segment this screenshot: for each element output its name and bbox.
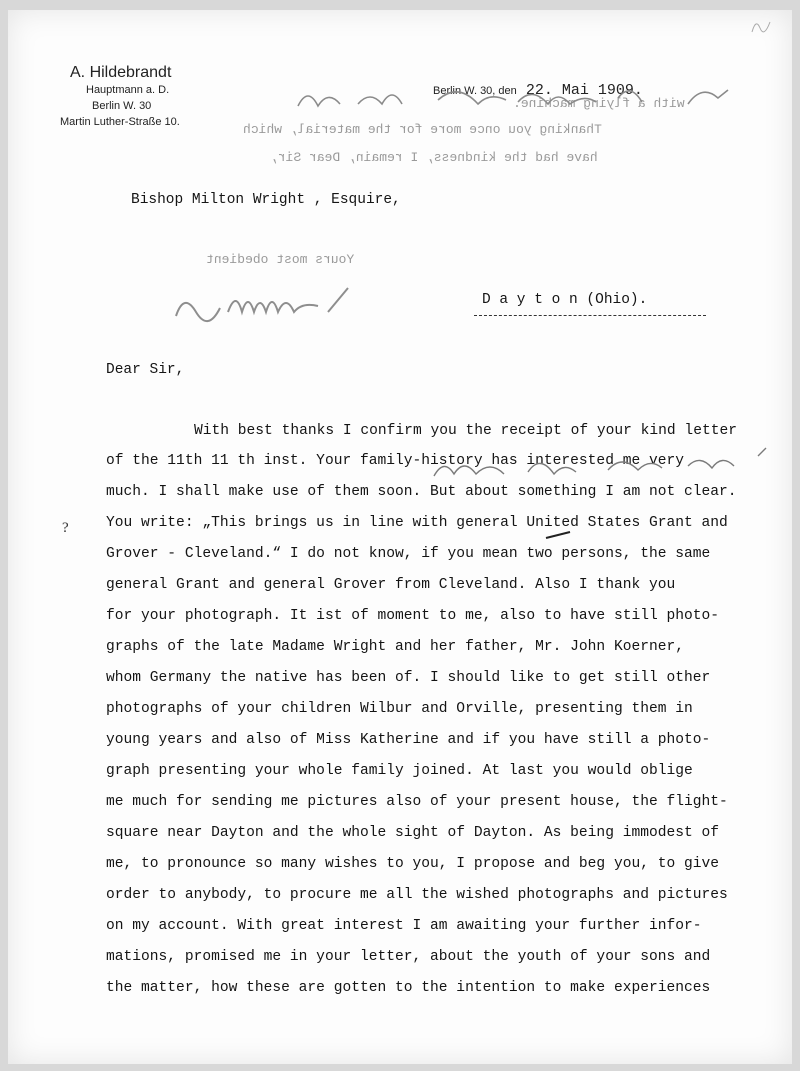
salutation: Dear Sir, <box>106 362 185 378</box>
body-line: me, to pronounce so many wishes to you, I propose and beg you, to give <box>106 856 720 872</box>
body-line: Grover - Cleveland.“ I do not know, if you mean two persons, the same <box>106 546 711 562</box>
body-line: You write: „This brings us in line with general United States Grant and <box>106 515 728 531</box>
body-line: for your photograph. It ist of moment to me, also to have still photo- <box>106 608 720 624</box>
underline-dashes <box>474 315 706 316</box>
recipient-name: Bishop Milton Wright , Esquire, <box>131 192 401 208</box>
body-line: of the 11th 11 th inst. Your family-history has interested me very <box>106 453 685 469</box>
letterhead <box>60 64 180 130</box>
bleed-line-1: with a flying machine. <box>513 96 685 111</box>
bleed-line-4: Yours most obedient <box>206 252 355 267</box>
recipient-city: D a y t o n (Ohio). <box>482 292 648 308</box>
letter-page <box>8 10 792 1064</box>
letter-date: 22. Mai 1909. <box>525 82 643 99</box>
bleed-line-2: Thanking you once more for the material, which <box>243 122 602 137</box>
body-line: young years and also of Miss Katherine and if you have still a photo- <box>106 732 711 748</box>
body-line: whom Germany the native has been of. I should like to get still other <box>106 670 711 686</box>
body-line: on my account. With great interest I am awaiting your further infor- <box>106 918 702 934</box>
body-line: graph presenting your whole family joined. At last you would oblige <box>106 763 693 779</box>
pencil-annotation <box>428 442 778 492</box>
body-line: the matter, how these are gotten to the intention to make experiences <box>106 980 711 996</box>
body-line: With best thanks I confirm you the receipt of your kind letter <box>194 423 737 439</box>
bleed-line-3: have had the kindness, I remain, Dear Sir, <box>270 150 598 165</box>
corner-pencil-mark <box>748 14 778 38</box>
sender-street: Martin Luther-Straße 10. <box>60 116 180 128</box>
body-line: graphs of the late Madame Wright and her father, Mr. John Koerner, <box>106 639 685 655</box>
underline-mark <box>544 530 574 540</box>
date-place: Berlin W. 30, den <box>433 85 517 97</box>
body-line: order to anybody, to procure me all the wished photographs and pictures <box>106 887 728 903</box>
sender-name: A. Hildebrandt <box>70 64 172 81</box>
body-line: much. I shall make use of them soon. But about something I am not clear. <box>106 484 737 500</box>
bleed-handwriting-top <box>288 78 758 118</box>
body-line: mations, promised me in your letter, about the youth of your sons and <box>106 949 711 965</box>
sender-title: Hauptmann a. D. <box>86 84 170 96</box>
body-line: square near Dayton and the whole sight of Dayton. As being immodest of <box>106 825 720 841</box>
bleed-signature <box>168 282 368 332</box>
body-line: me much for sending me pictures also of your present house, the flight- <box>106 794 728 810</box>
sender-city: Berlin W. 30 <box>92 100 152 112</box>
body-line: general Grant and general Grover from Cleveland. Also I thank you <box>106 577 676 593</box>
body-line: photographs of your children Wilbur and Orville, presenting them in <box>106 701 693 717</box>
margin-question-mark: ? <box>62 520 69 536</box>
